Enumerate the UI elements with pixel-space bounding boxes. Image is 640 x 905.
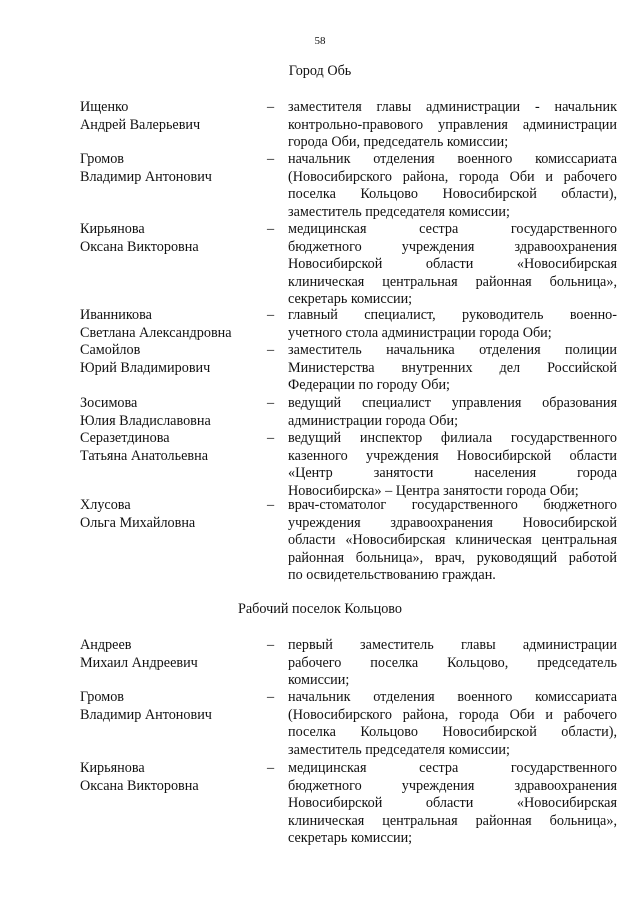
position-line: Новосибирска» – Центра занятости города Оби;	[288, 482, 579, 499]
position-line: комиссии;	[288, 672, 350, 689]
member-name	[80, 342, 270, 377]
position-line: ведущий инспектор филиала государственного	[288, 430, 617, 446]
member-position	[288, 760, 617, 848]
position-line: клиническая центральная районная больница»,	[288, 812, 617, 829]
separator-dash: –	[267, 760, 275, 776]
separator-dash: –	[267, 221, 275, 237]
member-given-names: Андрей Валерьевич	[80, 116, 201, 133]
member-position	[288, 307, 617, 342]
position-line: учетного стола администрации города Оби;	[288, 324, 552, 341]
position-line: первый заместитель главы администрации	[288, 637, 617, 653]
position-line: (Новосибирского района, города Оби и рабочего	[288, 706, 617, 723]
position-line: Новосибирской области «Новосибирская	[288, 256, 617, 273]
member-surname: Серазетдинова	[80, 430, 170, 446]
position-line: секретарь комиссии;	[288, 291, 413, 308]
position-line: «Центр занятости населения города	[288, 465, 617, 482]
position-line: начальник отделения военного комиссариата	[288, 151, 617, 167]
position-line: поселка Кольцово Новосибирской области),	[288, 186, 617, 203]
member-given-names: Юлия Владиславовна	[80, 412, 211, 429]
separator-dash: –	[267, 637, 275, 653]
position-line: бюджетного учреждения здравоохранения	[288, 777, 617, 794]
member-position	[288, 151, 617, 221]
position-line: ведущий специалист управления образования	[288, 395, 617, 411]
member-position	[288, 430, 617, 500]
member-position	[288, 689, 617, 759]
separator-dash: –	[267, 689, 275, 705]
position-line: Федерации по городу Оби;	[288, 377, 450, 394]
member-name	[80, 760, 270, 795]
member-surname: Громов	[80, 151, 124, 167]
member-surname: Иванникова	[80, 307, 152, 323]
position-line: Новосибирской области «Новосибирская	[288, 795, 617, 812]
position-line: главный специалист, руководитель военно-	[288, 307, 617, 323]
section-title: Город Обь	[288, 63, 352, 79]
position-line: города Оби, председатель комиссии;	[288, 134, 509, 151]
position-line: заместитель начальника отделения полиции	[288, 342, 617, 358]
page-number: 58	[314, 35, 326, 47]
position-line: клиническая центральная районная больница»,	[288, 273, 617, 290]
member-name	[80, 99, 270, 134]
position-line: администрации города Оби;	[288, 412, 459, 429]
position-line: районная больница», врач, руководящий работой	[288, 549, 617, 566]
member-name	[80, 221, 270, 256]
position-line: казенного учреждения Новосибирской области	[288, 447, 617, 464]
member-given-names: Светлана Александровна	[80, 324, 232, 341]
position-line: секретарь комиссии;	[288, 830, 413, 847]
member-given-names: Татьяна Анатольевна	[80, 447, 208, 464]
member-given-names: Оксана Викторовна	[80, 238, 199, 255]
position-line: бюджетного учреждения здравоохранения	[288, 238, 617, 255]
position-line: начальник отделения военного комиссариата	[288, 689, 617, 705]
member-name	[80, 689, 270, 724]
position-line: медицинская сестра государственного	[288, 221, 617, 237]
member-name	[80, 395, 270, 430]
position-line: врач-стоматолог государственного бюджетного	[288, 497, 617, 513]
member-surname: Зосимова	[80, 395, 138, 411]
position-line: контрольно-правового управления администрации	[288, 116, 617, 133]
member-given-names: Юрий Владимирович	[80, 359, 211, 376]
separator-dash: –	[267, 99, 275, 115]
position-line: заместителя главы администрации - начальник	[288, 99, 617, 115]
member-name	[80, 497, 270, 532]
member-position	[288, 497, 617, 585]
member-position	[288, 342, 617, 395]
separator-dash: –	[267, 497, 275, 513]
member-surname: Кирьянова	[80, 760, 145, 776]
member-position	[288, 637, 617, 690]
member-given-names: Владимир Антонович	[80, 706, 212, 723]
position-line: рабочего поселка Кольцово, председатель	[288, 654, 617, 671]
member-given-names: Владимир Антонович	[80, 168, 212, 185]
position-line: (Новосибирского района, города Оби и рабочего	[288, 168, 617, 185]
member-surname: Самойлов	[80, 342, 141, 358]
member-given-names: Михаил Андреевич	[80, 654, 198, 671]
member-name	[80, 307, 270, 342]
position-line: заместитель председателя комиссии;	[288, 741, 510, 758]
member-position	[288, 221, 617, 309]
section-title: Рабочий поселок Кольцово	[237, 601, 402, 617]
separator-dash: –	[267, 342, 275, 358]
position-line: Министерства внутренних дел Российской	[288, 359, 617, 376]
member-surname: Ищенко	[80, 99, 129, 115]
position-line: заместитель председателя комиссии;	[288, 203, 510, 220]
separator-dash: –	[267, 307, 275, 323]
separator-dash: –	[267, 430, 275, 446]
member-given-names: Ольга Михайловна	[80, 514, 196, 531]
member-name	[80, 151, 270, 186]
position-line: области «Новосибирская клиническая центральная	[288, 532, 617, 549]
member-given-names: Оксана Викторовна	[80, 777, 199, 794]
separator-dash: –	[267, 151, 275, 167]
position-line: поселка Кольцово Новосибирской области),	[288, 724, 617, 741]
member-position	[288, 395, 617, 430]
position-line: медицинская сестра государственного	[288, 760, 617, 776]
member-name	[80, 430, 270, 465]
member-surname: Хлусова	[80, 497, 131, 513]
member-name	[80, 637, 270, 672]
member-surname: Андреев	[80, 637, 132, 653]
separator-dash: –	[267, 395, 275, 411]
position-line: учреждения здравоохранения Новосибирской	[288, 514, 617, 531]
member-surname: Кирьянова	[80, 221, 145, 237]
member-position	[288, 99, 617, 152]
position-line: по освидетельствованию граждан.	[288, 567, 496, 584]
member-surname: Громов	[80, 689, 124, 705]
